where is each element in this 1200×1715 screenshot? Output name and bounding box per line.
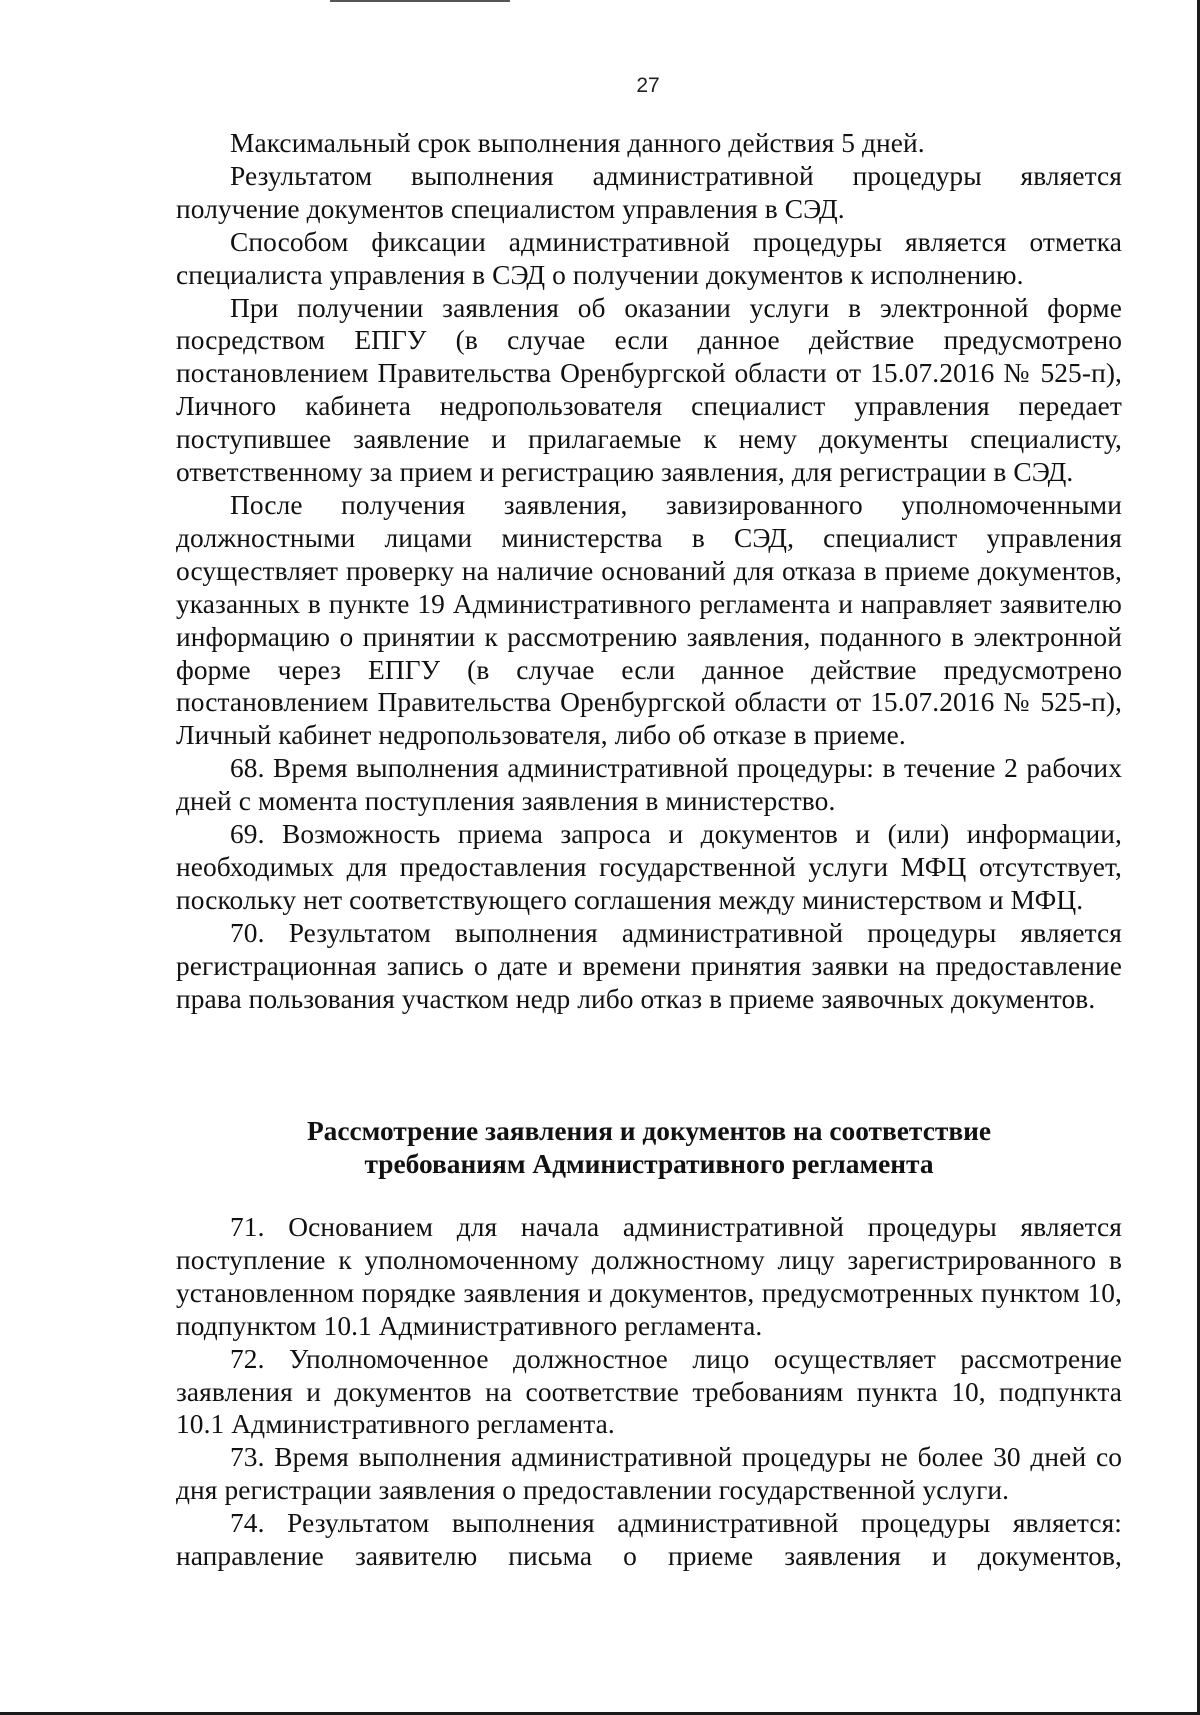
section-heading-line: Рассмотрение заявления и документов на соответствие <box>306 1116 992 1146</box>
section-heading-line: требованиям Административного регламента <box>364 1149 934 1179</box>
paragraph: 72. Уполномоченное должностное лицо осуществляет рассмотрение заявления и документов на соответствие требованиям пункта 10, подпункта 10.1 Административного регламента. <box>176 1343 1122 1440</box>
paragraph: 74. Результатом выполнения административной процедуры является: направление заявителю письма о приеме заявления и документов, <box>176 1508 1122 1572</box>
paragraph: Результатом выполнения административной процедуры является получение документов специалистом управления в СЭД. <box>176 160 1122 224</box>
scan-edge-top <box>330 0 510 2</box>
body-text-bottom <box>176 1211 1122 1573</box>
body-text-top <box>176 127 1122 1015</box>
paragraph: Способом фиксации административной процедуры является отметка специалиста управления в СЭД о получении документов к исполнению. <box>176 226 1122 290</box>
section-heading <box>176 1115 1122 1181</box>
paragraph: 73. Время выполнения административной процедуры не более 30 дней со дня регистрации заявления о предоставлении государственной услуги. <box>176 1442 1122 1506</box>
paragraph: 71. Основанием для начала административной процедуры является поступление к уполномоченному должностному лицу зарегистрированного в установленном порядке заявления и документов, предусмотренных пунктом 10, подпунктом 10.1 Административного регламента. <box>176 1212 1122 1341</box>
paragraph: 68. Время выполнения административной процедуры: в течение 2 рабочих дней с момента поступления заявления в министерство. <box>176 753 1122 817</box>
paragraph: 69. Возможность приема запроса и документов и (или) информации, необходимых для предоставления государственной услуги МФЦ отсутствует, поскольку нет соответствующего соглашения между министерством и МФЦ. <box>176 819 1122 915</box>
paragraph: 70. Результатом выполнения административной процедуры является регистрационная запись о дате и времени принятия заявки на предоставление права пользования участком недр либо отказ в приеме заявочных документов. <box>176 917 1122 1014</box>
paragraph: При получении заявления об оказании услуги в электронной форме посредством ЕПГУ (в случае если данное действие предусмотрено постановлением Правительства Оренбургской области от 15.07.2016 № 525-п), Личного кабинета недропользователя специалист управления передает поступившее заявление и прилагаемые к нему документы специалисту, ответственному за прием и регистрацию заявления, для регистрации в СЭД. <box>176 292 1122 488</box>
page-number: 27 <box>636 74 660 97</box>
paragraph: Максимальный срок выполнения данного действия 5 дней. <box>230 128 925 158</box>
paragraph: После получения заявления, завизированного уполномоченными должностными лицами министерства в СЭД, специалист управления осуществляет проверку на наличие оснований для отказа в приеме документов, указанных в пункте 19 Административного регламента и направляет заявителю информацию о принятии к рассмотрению заявления, поданного в электронной форме через ЕПГУ (в случае если данное действие предусмотрено постановлением Правительства Оренбургской области от 15.07.2016 № 525-п), Личный кабинет недропользователя, либо об отказе в приеме. <box>176 489 1122 751</box>
